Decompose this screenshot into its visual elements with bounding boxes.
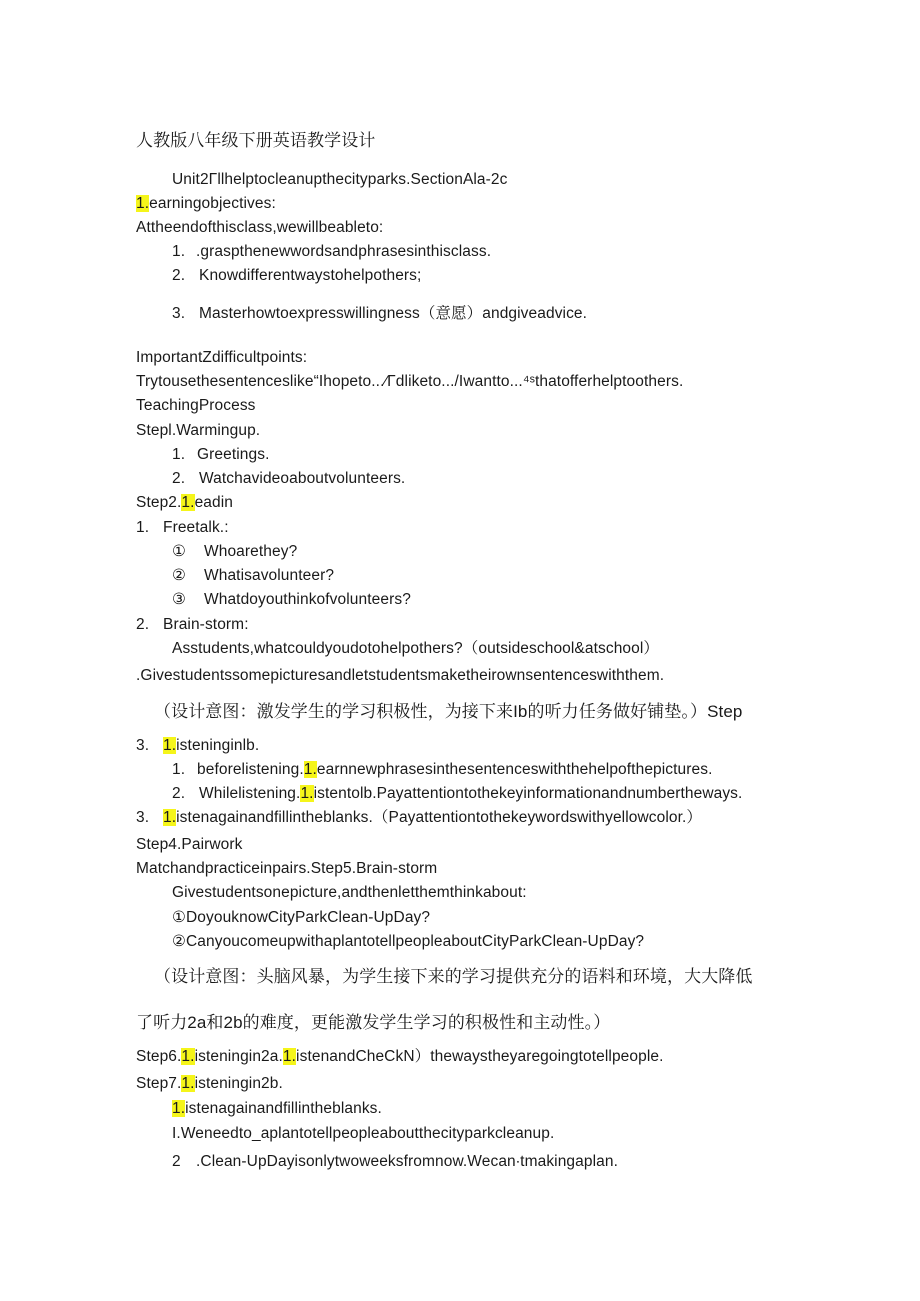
step5-question: ②CanyoucomeupwithaplantotellpeopleaboutCityParkClean-UpDay? <box>172 933 645 950</box>
objective-item: 2. Knowdifferentwaystohelpothers; <box>172 267 422 284</box>
step3-item: 2. Whilelistening.1.istentolb.Payattentiontothekeyinformationandnumbertheways. <box>172 785 743 802</box>
design-intent-2a: （设计意图：头脑风暴，为学生接下来的学习提供充分的语料和环境，大大降低 <box>154 967 753 986</box>
step4-text: Matchandpracticeinpairs.Step5.Brain-storm <box>136 860 438 877</box>
highlight-mark: 1. <box>181 1075 195 1092</box>
teaching-process-heading: TeachingProcess <box>136 397 256 414</box>
step7-listen-again: 1.istenagainandfillintheblanks. <box>172 1100 382 1117</box>
step1-item: 2. Watchavideoaboutvolunteers. <box>172 470 406 487</box>
highlight-mark: 1. <box>181 494 195 511</box>
blank-sentence: 2 .Clean-UpDayisonlytwoweeksfromnow.Wecan∙tmakingaplan. <box>172 1153 618 1170</box>
brain-storm-question: Asstudents,whatcouldyoudotohelpothers?（outsideschool&atschool） <box>172 640 660 657</box>
blank-sentence: I.Weneedto_aplantotellpeopleaboutthecityparkcleanup. <box>172 1125 555 1142</box>
objective-item: 1. .graspthenewwordsandphrasesinthisclass. <box>172 243 492 260</box>
important-heading: ImportantZdifficultpoints: <box>136 349 308 366</box>
highlight-mark: 1. <box>300 785 314 802</box>
step5-intro: Givestudentsonepicture,andthenletthemthinkabout: <box>172 884 527 901</box>
highlight-mark: 1. <box>181 1048 195 1065</box>
design-intent-2b: 了听力2a和2b的难度，更能激发学生学习的积极性和主动性。） <box>136 1013 611 1032</box>
brain-storm-heading: 2. Brain-storm: <box>136 616 249 633</box>
design-intent-1: （设计意图：激发学生的学习积极性，为接下来Ib的听力任务做好铺垫。）Step <box>154 702 743 721</box>
free-talk-question: ③ Whatdoyouthinkofvolunteers? <box>172 591 411 608</box>
free-talk-heading: 1. Freetalk.: <box>136 519 229 536</box>
objectives-heading: 1.earningobjectives: <box>136 195 276 212</box>
give-pictures-text: .Givestudentssomepicturesandletstudentsmaketheirownsentenceswiththem. <box>136 667 665 684</box>
step3-item: 1. beforelistening.1.earnnewphrasesinthesentenceswiththehelpofthepictures. <box>172 761 713 778</box>
step1-item: 1. Greetings. <box>172 446 270 463</box>
highlight-mark: 1. <box>282 1048 297 1065</box>
highlight-mark: 1. <box>163 809 177 826</box>
document-title: 人教版八年级下册英语教学设计 <box>136 131 376 150</box>
unit-heading: Unit2Γllhelptocleanupthecityparks.SectionAla-2c <box>172 171 508 188</box>
step3-listen-again: 3. 1.istenagainandfillintheblanks.（Payattentiontothekeywordswithyellowcolor.） <box>136 809 703 826</box>
free-talk-question: ① Whoarethey? <box>172 543 298 560</box>
highlight-mark: 1. <box>172 1100 186 1117</box>
free-talk-question: ② Whatisavolunteer? <box>172 567 335 584</box>
step6-line: Step6.1.isteningin2a.1.istenandCheCkN）thewaystheyaregoingtotellpeople. <box>136 1048 664 1065</box>
step1-heading: Stepl.Warmingup. <box>136 422 261 439</box>
highlight-mark: 1. <box>303 761 317 778</box>
objective-item: 3. Masterhowtoexpresswillingness（意愿）andgiveadvice. <box>172 305 588 322</box>
important-text: Trytousethesentenceslike“Ihopeto...∕Γdliketo.../Iwantto...⁴ˢthatofferhelptoothers. <box>136 373 684 390</box>
step2-heading: Step2.1.eadin <box>136 494 233 511</box>
step7-heading: Step7.1.isteningin2b. <box>136 1075 283 1092</box>
step5-question: ①DoyouknowCityParkClean-UpDay? <box>172 909 431 926</box>
objectives-intro: Attheendofthisclass,wewillbeableto: <box>136 219 384 236</box>
highlight-mark: 1. <box>136 195 150 212</box>
step3-heading: 3. 1.isteninginlb. <box>136 737 260 754</box>
step4-heading: Step4.Pairwork <box>136 836 243 853</box>
highlight-mark: 1. <box>163 737 177 754</box>
